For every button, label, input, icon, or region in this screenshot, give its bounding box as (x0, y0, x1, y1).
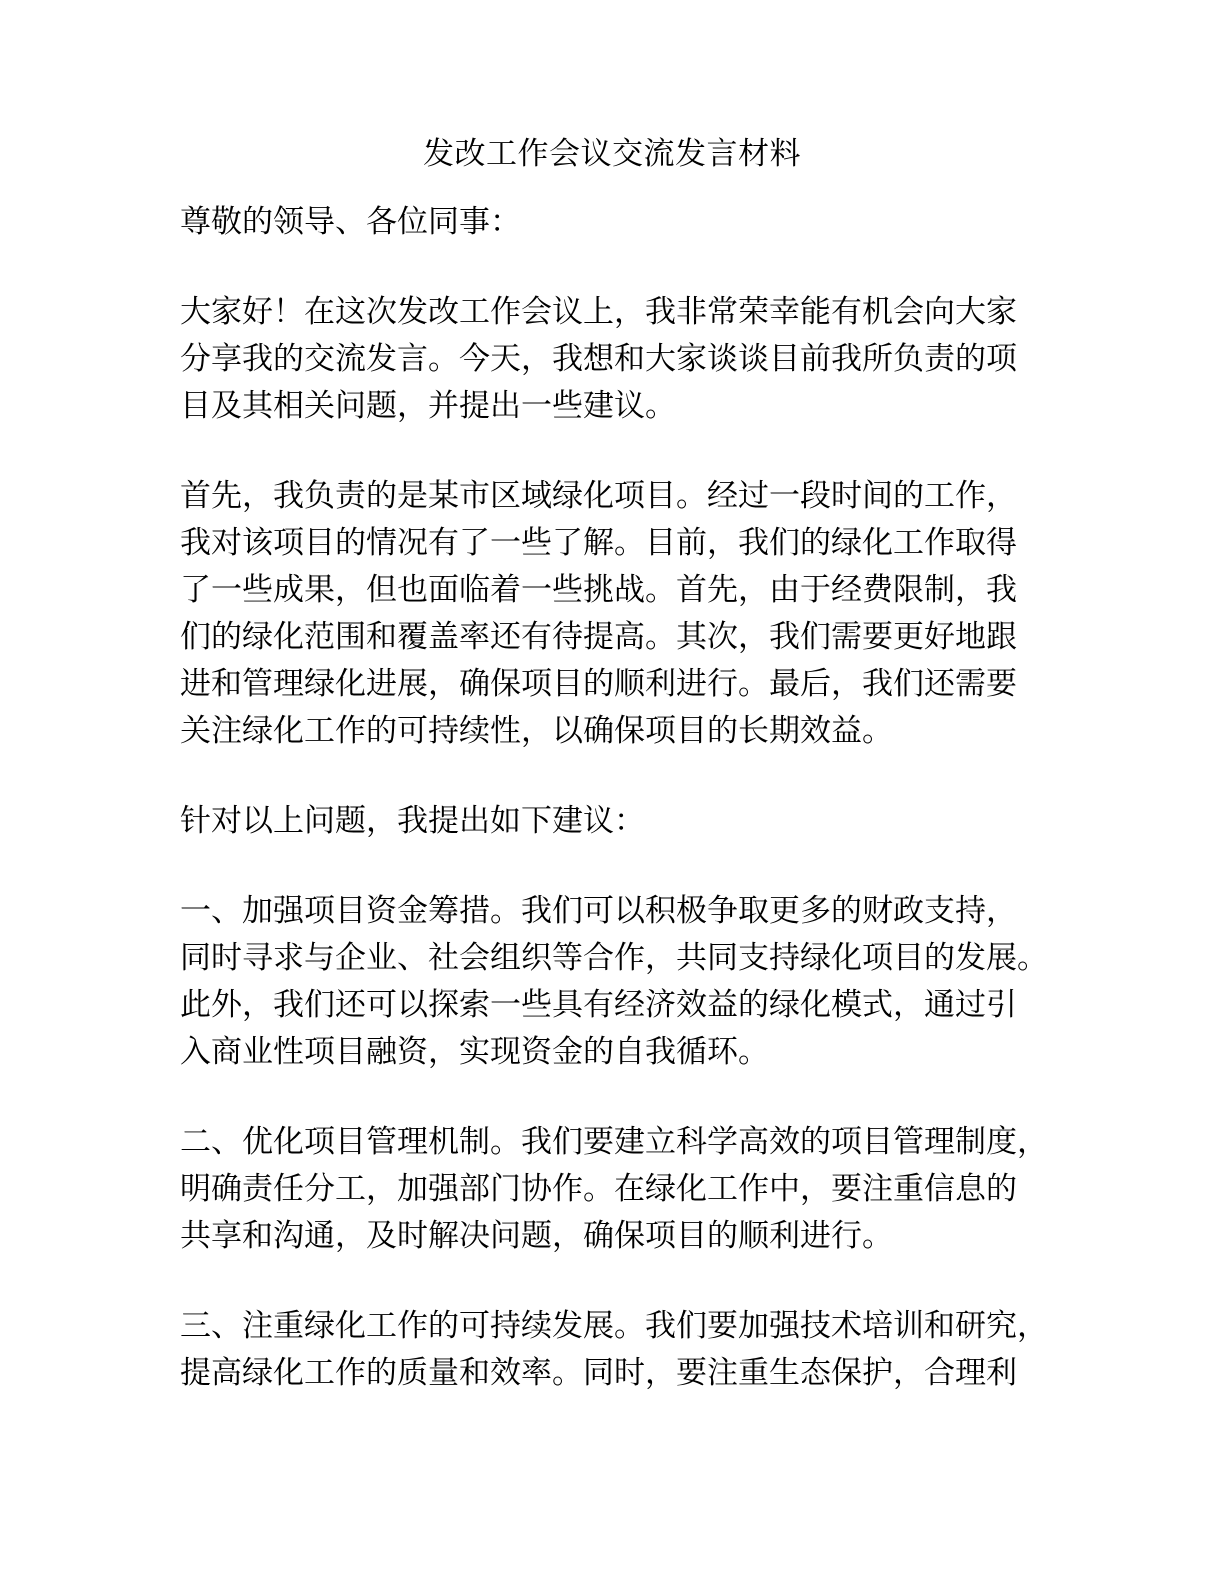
salutation-line: 尊敬的领导、各位同事： (180, 204, 521, 240)
body-line: 们的绿化范围和覆盖率还有待提高。其次，我们需要更好地跟 (180, 619, 1017, 655)
body-line: 分享我的交流发言。今天，我想和大家谈谈目前我所负责的项 (180, 341, 1017, 377)
body-line: 目及其相关问题，并提出一些建议。 (180, 388, 676, 424)
body-line: 二、优化项目管理机制。我们要建立科学高效的项目管理制度， (180, 1124, 1048, 1160)
body-line: 同时寻求与企业、社会组织等合作，共同支持绿化项目的发展。 (180, 940, 1048, 976)
body-line: 三、注重绿化工作的可持续发展。我们要加强技术培训和研究， (180, 1308, 1048, 1344)
body-line: 针对以上问题，我提出如下建议： (180, 803, 645, 839)
body-line: 进和管理绿化进展，确保项目的顺利进行。最后，我们还需要 (180, 666, 1017, 702)
body-line: 首先，我负责的是某市区域绿化项目。经过一段时间的工作， (180, 478, 1017, 514)
body-line: 了一些成果，但也面临着一些挑战。首先，由于经费限制，我 (180, 572, 1017, 608)
body-line: 我对该项目的情况有了一些了解。目前，我们的绿化工作取得 (180, 525, 1017, 561)
body-line: 明确责任分工，加强部门协作。在绿化工作中，要注重信息的 (180, 1171, 1017, 1207)
body-line: 提高绿化工作的质量和效率。同时，要注重生态保护，合理利 (180, 1355, 1017, 1391)
body-line: 此外，我们还可以探索一些具有经济效益的绿化模式，通过引 (180, 987, 1017, 1023)
body-line: 大家好！在这次发改工作会议上，我非常荣幸能有机会向大家 (180, 294, 1017, 330)
body-line: 一、加强项目资金筹措。我们可以积极争取更多的财政支持， (180, 893, 1017, 929)
body-line: 入商业性项目融资，实现资金的自我循环。 (180, 1034, 769, 1070)
body-line: 共享和沟通，及时解决问题，确保项目的顺利进行。 (180, 1218, 893, 1254)
document-title: 发改工作会议交流发言材料 (423, 136, 801, 172)
body-line: 关注绿化工作的可持续性，以确保项目的长期效益。 (180, 713, 893, 749)
